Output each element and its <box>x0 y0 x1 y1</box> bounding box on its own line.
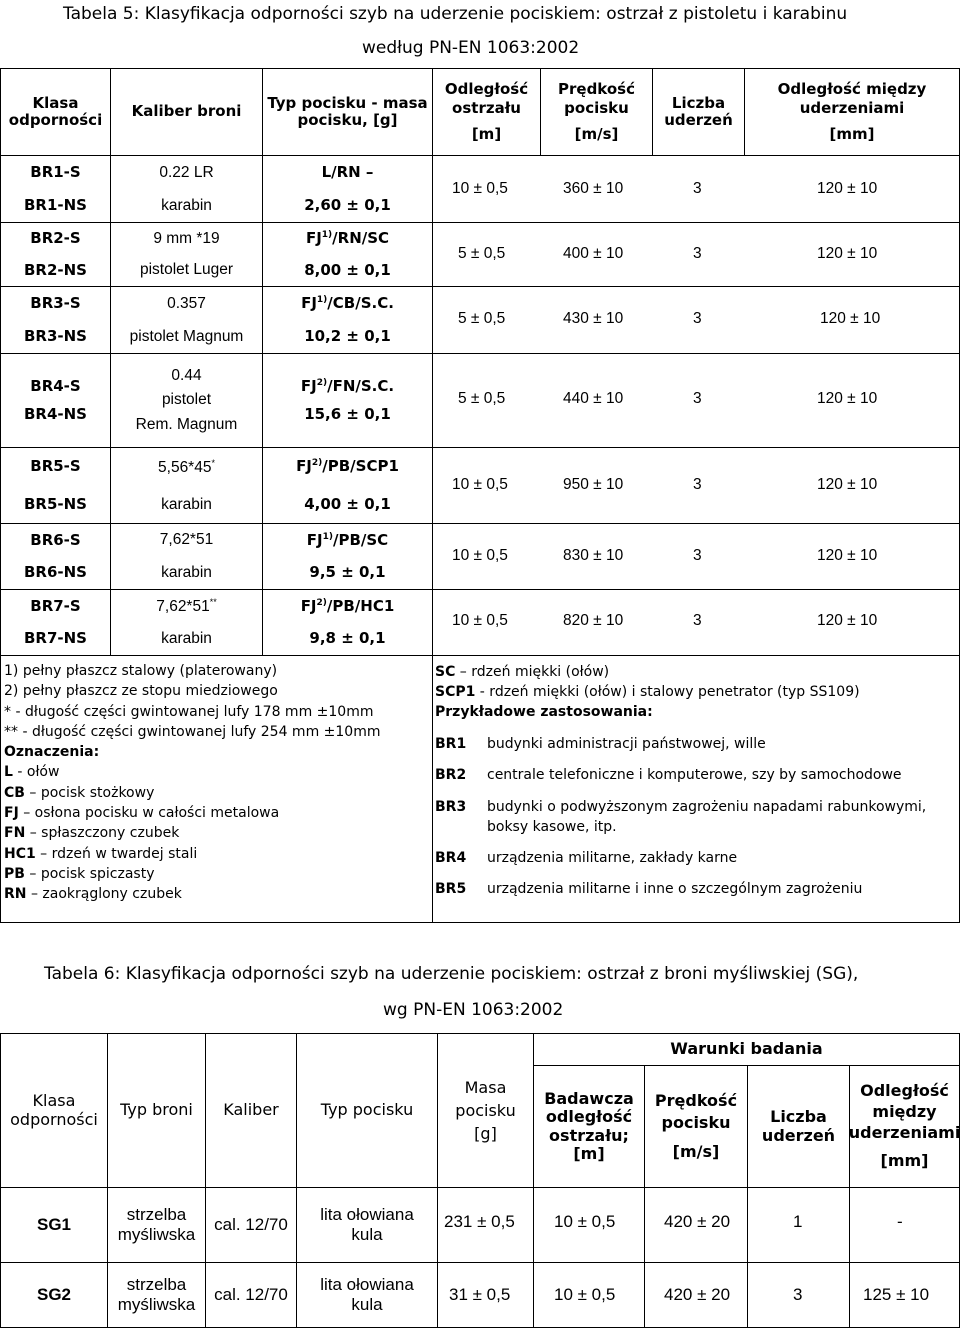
note-line: PB – pocisk spiczasty <box>4 865 155 882</box>
t5-row3-dist: 5 ± 0,5 <box>458 310 506 327</box>
table6-subtitle: wg PN-EN 1063:2002 <box>383 1000 564 1020</box>
t6-row1-masa: 231 ± 0,5 <box>444 1212 515 1231</box>
t6-row1-speed: 420 ± 20 <box>664 1212 731 1231</box>
t5-row6-dist: 10 ± 0,5 <box>452 547 508 564</box>
uses-title: Przykładowe zastosowania: <box>435 704 653 720</box>
t6-row1-cal: cal. 12/70 <box>214 1215 288 1235</box>
t5-row6-type: FJ$^{1)}$/PB/SC 9,5 ± 0,1 <box>306 530 389 582</box>
t5-header-odleglosc: Odległość ostrzału [m] <box>444 79 529 144</box>
t5-row6-caliber: 7,62*51 karabin <box>159 531 214 581</box>
note-line: FN – spłaszczony czubek <box>4 825 180 842</box>
t5-row5-speed: 950 ± 10 <box>563 476 624 493</box>
t6-row2-pocisk: lita ołowiana kula <box>320 1275 414 1314</box>
note-line: HC1 – rdzeń w twardej stali <box>4 845 198 862</box>
note-line: ** - długość części gwintowanej lufy 254 mm ±10mm <box>4 723 381 740</box>
t5-row7-gap: 120 ± 10 <box>817 612 878 629</box>
t5-row1-type: L/RN – 2,60 ± 0,1 <box>304 162 391 214</box>
note-line: * - długość części gwintowanej lufy 178 mm ±10mm <box>4 703 374 720</box>
t6-row1-pocisk: lita ołowiana kula <box>320 1205 414 1244</box>
note-line: L - ołów <box>4 764 60 781</box>
t5-row1-hits: 3 <box>693 180 702 197</box>
t6-header-predkosc: Prędkość pocisku [m/s] <box>654 1091 738 1162</box>
t5-row1-class: BR1-S BR1-NS <box>23 162 87 214</box>
t6-row2-cal: cal. 12/70 <box>214 1285 288 1305</box>
note-line: FJ – osłona pocisku w całości metalowa <box>4 805 280 822</box>
t6-header-badawcza: Badawcza odległość ostrzału; [m] <box>544 1088 634 1163</box>
t5-notes-left <box>4 661 429 905</box>
t5-row3-gap: 120 ± 10 <box>820 310 881 327</box>
t6-header-klasa: Klasa odporności <box>10 1091 98 1129</box>
t5-row5-caliber: 5,56*45* karabin <box>158 457 215 513</box>
note-sc: SC – rdzeń miękki (ołów) <box>435 664 610 680</box>
t5-row7-speed: 820 ± 10 <box>563 612 624 629</box>
t5-row2-type: FJ$^{1)}$/RN/SC 8,00 ± 0,1 <box>304 229 391 279</box>
t6-row2-dist: 10 ± 0,5 <box>554 1285 616 1304</box>
t6-row1-bron: strzelba myśliwska <box>117 1205 196 1244</box>
t5-row6-gap: 120 ± 10 <box>817 547 878 564</box>
t6-header-odstep: Odległość między uderzeniami [mm] <box>848 1080 960 1171</box>
t5-row7-hits: 3 <box>693 612 702 629</box>
note-line: Oznaczenia: <box>4 744 100 761</box>
t5-row7-class: BR7-S BR7-NS <box>23 596 87 648</box>
t5-row3-speed: 430 ± 10 <box>563 310 624 327</box>
t5-row5-dist: 10 ± 0,5 <box>452 476 508 493</box>
t6-header-typ-broni: Typ broni <box>120 1100 193 1120</box>
t5-row1-gap: 120 ± 10 <box>817 180 878 197</box>
t5-row7-dist: 10 ± 0,5 <box>452 612 508 629</box>
t6-row2-gap: 125 ± 10 <box>863 1285 930 1304</box>
t6-row1-gap: - <box>897 1212 903 1231</box>
t6-row2-bron: strzelba myśliwska <box>117 1275 196 1314</box>
t6-row1-dist: 10 ± 0,5 <box>554 1212 616 1231</box>
t6-header-warunki: Warunki badania <box>670 1039 823 1059</box>
t5-row7-type: FJ$^{2)}$/PB/HC1 9,8 ± 0,1 <box>300 596 395 648</box>
t6-header-liczba: Liczba uderzeń <box>761 1107 836 1145</box>
t5-row5-class: BR5-S BR5-NS <box>23 457 87 513</box>
t5-row3-hits: 3 <box>693 310 702 327</box>
use-br5: BR5 urządzenia militarne i inne o szczególnym zagrożeniu <box>435 881 863 897</box>
t5-row4-gap: 120 ± 10 <box>817 390 878 407</box>
t5-row3-type: FJ$^{1)}$/CB/S.C. 10,2 ± 0,1 <box>301 293 394 345</box>
t5-row4-hits: 3 <box>693 390 702 407</box>
note-line: CB – pocisk stożkowy <box>4 784 155 801</box>
t5-row6-hits: 3 <box>693 547 702 564</box>
table5-subtitle: według PN-EN 1063:2002 <box>362 38 580 58</box>
table6-title: Tabela 6: Klasyfikacja odporności szyb na uderzenie pociskiem: ostrzał z broni myśliwskiej (SG), <box>44 964 859 984</box>
t6-row2-masa: 31 ± 0,5 <box>449 1285 511 1304</box>
use-br1: BR1 budynki administracji państwowej, wille <box>435 736 766 752</box>
t5-row1-caliber: 0.22 LR karabin <box>159 163 214 214</box>
t5-row7-caliber: 7,62*51** karabin <box>156 597 217 648</box>
t5-header-odstep: Odległość między uderzeniami [mm] <box>777 79 927 144</box>
t6-row1-hits: 1 <box>793 1212 803 1231</box>
t5-row1-speed: 360 ± 10 <box>563 180 624 197</box>
note-line: 1) pełny płaszcz stalowy (platerowany) <box>4 663 278 679</box>
t5-row2-caliber: 9 mm *19 pistolet Luger <box>139 229 234 279</box>
t5-row3-class: BR3-S BR3-NS <box>23 293 87 345</box>
note-scp1: SCP1 - rdzeń miękki (ołów) i stalowy penetrator (typ SS109) <box>435 684 860 700</box>
t6-header-kaliber: Kaliber <box>223 1100 279 1120</box>
t5-row6-class: BR6-S BR6-NS <box>23 530 87 582</box>
t5-row1-dist: 10 ± 0,5 <box>452 180 508 197</box>
t5-notes-right <box>435 662 957 722</box>
t5-row2-class: BR2-S BR2-NS <box>23 229 87 279</box>
t6-row2-class: SG2 <box>36 1285 72 1305</box>
t5-header-typ: Typ pocisku - masa pocisku, [g] <box>267 93 428 129</box>
note-line: RN – zaokrąglony czubek <box>4 886 182 903</box>
t6-header-typ-pocisku: Typ pocisku <box>320 1100 414 1120</box>
table5-title: Tabela 5: Klasyfikacja odporności szyb na uderzenie pociskiem: ostrzał z pistoletu i karabinu <box>63 4 848 24</box>
t5-header-predkosc: Prędkość pocisku [m/s] <box>558 79 635 144</box>
t5-row5-type: FJ$^{2)}$/PB/SCP1 4,00 ± 0,1 <box>296 457 399 513</box>
t5-row2-hits: 3 <box>693 245 702 262</box>
t5-row2-gap: 120 ± 10 <box>817 245 878 262</box>
t5-row2-speed: 400 ± 10 <box>563 245 624 262</box>
t6-row2-speed: 420 ± 20 <box>664 1285 731 1304</box>
t5-row4-dist: 5 ± 0,5 <box>458 390 506 407</box>
t5-row3-caliber: 0.357 pistolet Magnum <box>129 294 244 345</box>
t6-header-masa: Masa pocisku [g] <box>455 1077 516 1144</box>
t5-header-kaliber: Kaliber broni <box>131 102 242 121</box>
t5-row4-type: FJ$^{2)}$/FN/S.C. 15,6 ± 0,1 <box>300 377 395 423</box>
t5-row5-gap: 120 ± 10 <box>817 476 878 493</box>
t5-row6-speed: 830 ± 10 <box>563 547 624 564</box>
t5-row4-caliber: 0.44 pistolet Rem. Magnum <box>135 367 238 433</box>
note-line: 2) pełny płaszcz ze stopu miedziowego <box>4 683 278 700</box>
t6-row1-class: SG1 <box>36 1215 72 1235</box>
t5-row4-speed: 440 ± 10 <box>563 390 624 407</box>
t6-row2-hits: 3 <box>793 1285 803 1304</box>
t5-row2-dist: 5 ± 0,5 <box>458 245 506 262</box>
use-br3: BR3 budynki o podwyższonym zagrożeniu napadami rabunkowymi, boksy kasowe, itp. <box>435 799 927 835</box>
use-br4: BR4 urządzenia militarne, zakłady karne <box>435 850 738 866</box>
t5-header-klasa: Klasa odporności <box>8 93 103 129</box>
use-br2: BR2 centrale telefoniczne i komputerowe, szy by samochodowe <box>435 767 902 783</box>
t5-row5-hits: 3 <box>693 476 702 493</box>
t5-header-liczba: Liczba uderzeń <box>664 93 733 129</box>
t5-row4-class: BR4-S BR4-NS <box>23 377 87 423</box>
